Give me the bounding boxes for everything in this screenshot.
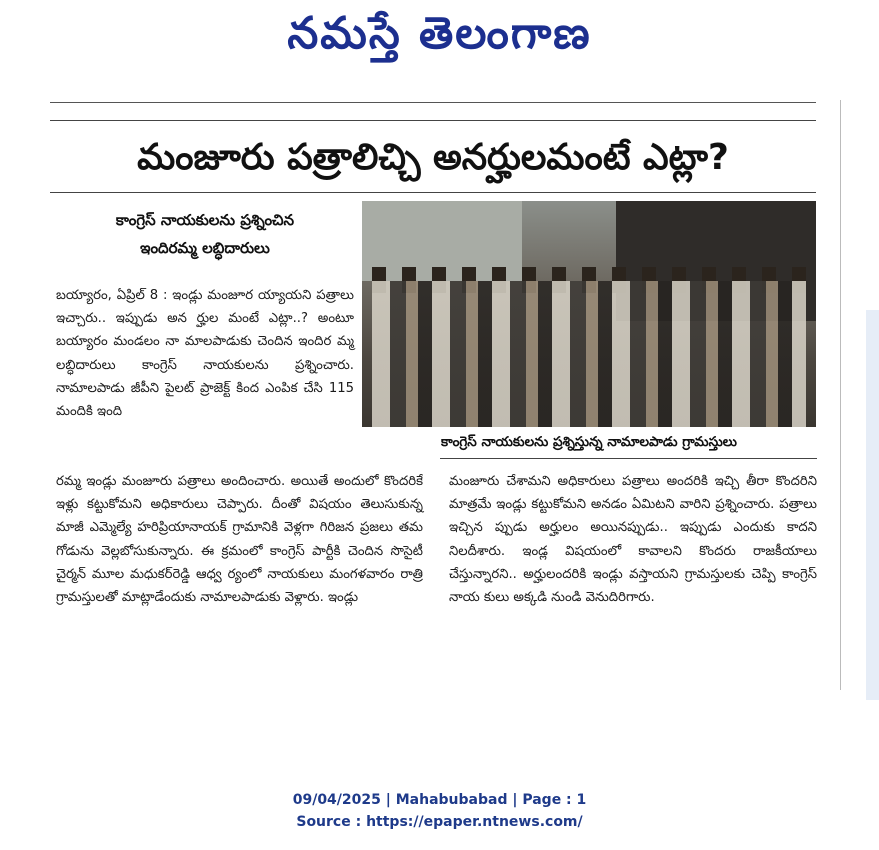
footer-edition-info: 09/04/2025 | Mahabubabad | Page : 1	[292, 792, 587, 808]
article-body-column-1-top: బయ్యారం, ఏప్రిల్ 8 : ఇండ్లు మంజూర య్యాయని పత్రాలు ఇచ్చారు.. ఇప్పుడు అన ర్హుల మంటే ఎట్లా..? అంటూ బయ్యారం మండలం నా మాలపాడుకు చెందిన ఇందిర మ్మ లబ్ధిదారులు కాంగ్రెస్ నాయకులను ప్రశ్నించారు. నామాలపాడు జీపీని పైలట్ ప్రాజెక్ట్ కింద ఎంపిక చేసి 115 మందికి ఇంది	[56, 288, 354, 420]
caption-divider	[440, 458, 817, 459]
article-body-column-1-bottom: రమ్మ ఇండ్లు మంజూరు పత్రాలు అందించారు. అయితే అందులో కొందరికే ఇళ్లు కట్టుకోమని అధికారులు చెప్పారు. దీంతో విషయం తెలుసుకున్న మాజీ ఎమ్మెల్యే హరిప్రియానాయక్ గ్రామానికి వెళ్లగా గిరిజన ప్రజలు తమ గోడును వెల్లబోసుకున్నారు. ఈ క్రమంలో కాంగ్రెస్ పార్టీకి చెందిన సొసైటీ చైర్మన్ మూల మధుకర్‌రెడ్డి ఆధ్వ ర్యంలో నాయకులు మంగళవారం రాత్రి గ్రామస్తులతో మాట్లాడేందుకు నామాలపాడుకు వెళ్లారు. ఇండ్లు	[56, 474, 423, 606]
article-headline: మంజూరు పత్రాలిచ్చి అనర్హులమంటే ఎట్లా?	[137, 137, 729, 178]
article-subheadline	[55, 206, 355, 262]
photo-crowd	[372, 281, 806, 427]
masthead-divider	[50, 102, 816, 103]
article-body-column-2: మంజూరు చేశామని అధికారులు పత్రాలు అందరికి ఇచ్చి తీరా కొందరిని మాత్రమే ఇండ్లు కట్టుకోమని అనడం ఏమిటని వారిని ప్రశ్నించారు. పత్రాలు ఇచ్చిన ప్పుడు అర్హులం అయినప్పుడు.. ఇప్పుడు ఎందుకు కాదని నిలదీశారు. ఇండ్ల విషయంలో కావాలని కొందరు రాజకీయాలు చేస్తున్నారని.. అర్హులందరికి ఇండ్లు వస్తాయని గ్రామస్తులకు చెప్పి కాంగ్రెస్ నాయ కులు అక్కడి నుండి వెనుదిరిగారు.	[449, 474, 817, 606]
page-footer	[0, 789, 879, 833]
headline-bottom-divider	[50, 192, 816, 193]
headline-top-divider	[50, 120, 816, 121]
subheadline-line-1: కాంగ్రెస్ నాయకులను ప్రశ్నించిన	[115, 211, 295, 229]
newspaper-masthead: నమస్తే తెలంగాణ	[287, 8, 592, 59]
adjacent-article-divider	[840, 100, 841, 690]
footer-source-link[interactable]: Source : https://epaper.ntnews.com/	[296, 814, 583, 830]
subheadline-line-2: ఇందిరమ్మ లబ్ధిదారులు	[140, 239, 270, 257]
article-photo	[362, 201, 816, 427]
adjacent-article-shade	[866, 310, 879, 700]
adjacent-article-fragment	[846, 130, 879, 700]
photo-caption: కాంగ్రెస్ నాయకులను ప్రశ్నిస్తున్న నామాలపాడు గ్రామస్తులు	[441, 434, 737, 450]
